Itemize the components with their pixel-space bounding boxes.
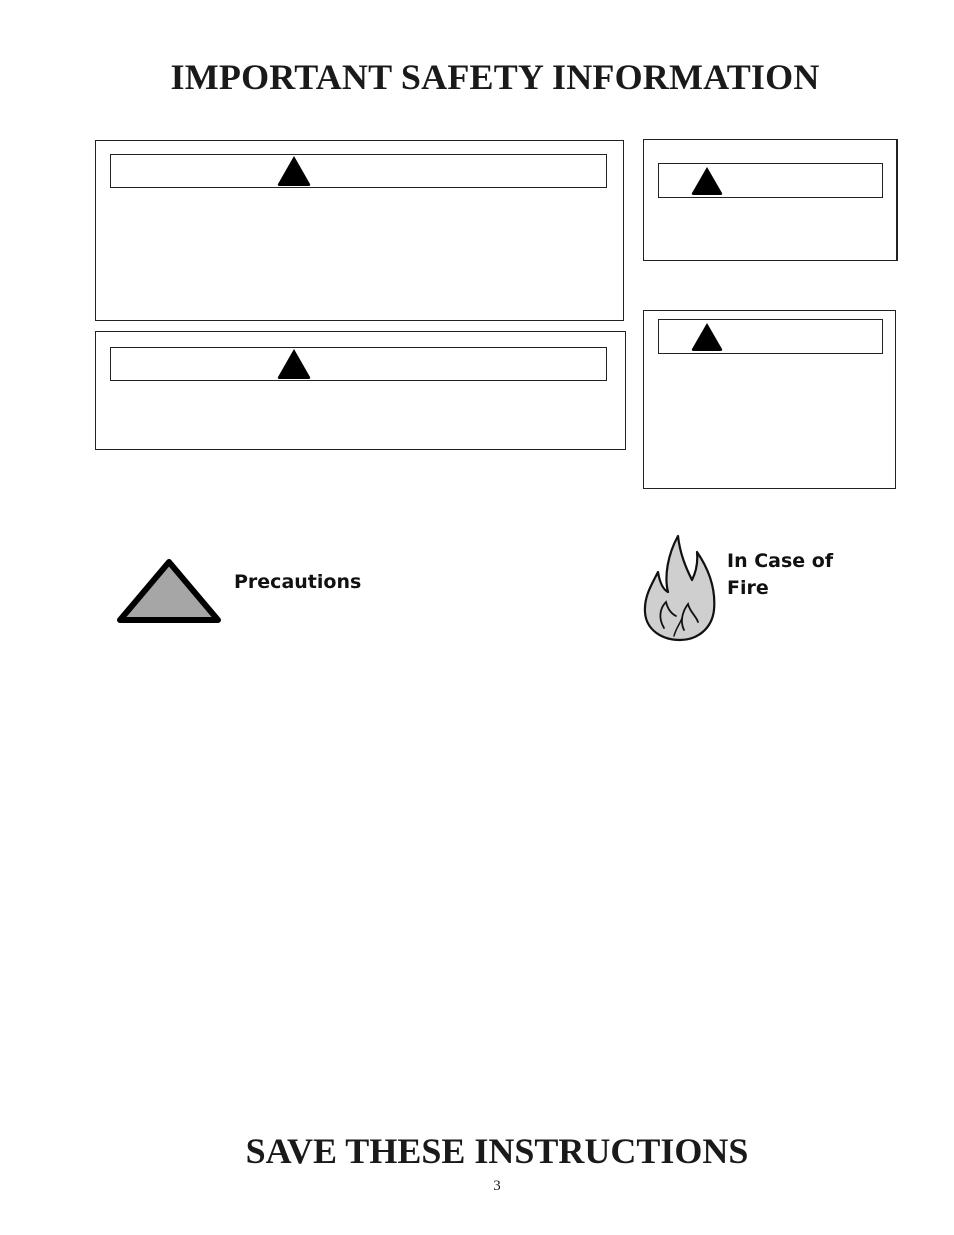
warning-box-4 — [643, 310, 896, 489]
warning-box-3-header — [658, 163, 883, 198]
warning-triangle-icon — [116, 558, 222, 624]
fire-heading — [727, 548, 833, 602]
warning-box-1 — [95, 140, 624, 321]
alert-triangle-icon — [276, 348, 312, 379]
page-number: 3 — [493, 1178, 501, 1194]
fire-heading-line1: In Case of — [727, 550, 834, 572]
warning-box-2-header — [110, 347, 607, 381]
warning-box-3 — [643, 139, 898, 261]
alert-triangle-icon — [690, 166, 724, 195]
footer-title: SAVE THESE INSTRUCTIONS — [245, 1131, 749, 1171]
page-title: IMPORTANT SAFETY INFORMATION — [170, 57, 820, 97]
flame-icon — [640, 532, 720, 644]
warning-box-1-header — [110, 154, 607, 188]
alert-triangle-icon — [276, 155, 312, 186]
alert-triangle-icon — [690, 322, 724, 351]
precautions-heading: Precautions — [234, 571, 362, 593]
fire-heading-line2: Fire — [727, 577, 769, 599]
warning-box-4-header — [658, 319, 883, 354]
warning-box-2 — [95, 331, 626, 450]
